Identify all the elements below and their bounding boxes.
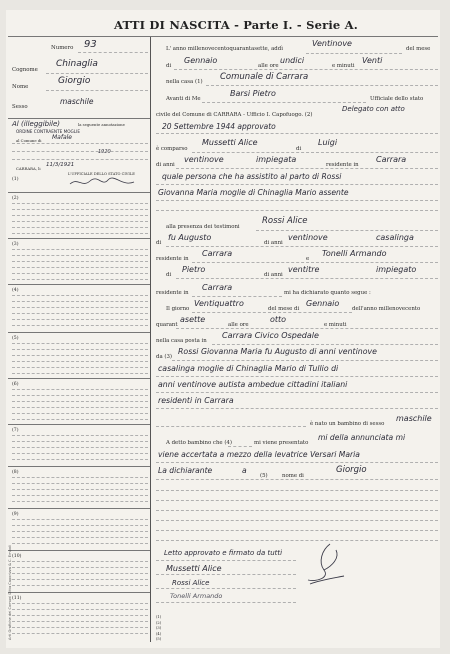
- birth-hour: otto: [270, 315, 287, 324]
- annotation-printed-1: la seguente annotazione: [78, 122, 125, 127]
- declarant-gives: La dichiarante: [158, 466, 213, 475]
- line: [156, 392, 438, 393]
- line: [228, 446, 252, 447]
- ruled-line: [12, 621, 148, 622]
- note-number: (4): [12, 288, 19, 293]
- declarant-age: ventinove: [184, 155, 224, 164]
- footnote-number: (2): [156, 620, 162, 625]
- di-label-2: di: [296, 146, 302, 152]
- ruled-line: [12, 501, 148, 502]
- given-name: Giorgio: [336, 465, 367, 475]
- signature-declarant: Mussetti Alice: [166, 564, 222, 573]
- line: [156, 479, 438, 480]
- line: [174, 69, 438, 70]
- ruled-line: [12, 373, 148, 374]
- cognome-label: Cognome: [12, 67, 38, 73]
- block-divider: [8, 332, 150, 333]
- ruled-line: [12, 609, 148, 610]
- ruled-line: [12, 489, 148, 490]
- ruled-line: [12, 477, 148, 478]
- casa-posta-label: nella casa posta in: [156, 338, 207, 344]
- parents-line-c: residenti in Carrara: [158, 396, 234, 405]
- witness-2-residence: Carrara: [202, 283, 233, 292]
- block-divider: [8, 424, 150, 425]
- ruled-line: [12, 367, 148, 368]
- anni-label-2: di anni: [264, 240, 283, 246]
- ruled-line: [12, 543, 148, 544]
- di-label: di: [166, 63, 172, 69]
- ruled-line: [12, 389, 148, 390]
- ruled-line: [12, 573, 148, 574]
- note-number: (11): [12, 596, 22, 601]
- ruled-line: [12, 435, 148, 436]
- annotation-handwriting-4: 1920: [98, 149, 111, 155]
- ruled-line: [12, 249, 148, 250]
- block-divider: [8, 378, 150, 379]
- ruled-line: [156, 500, 438, 501]
- ruled-line: [156, 490, 438, 491]
- ruled-line: [12, 273, 148, 274]
- footnote-number: (4): [156, 631, 162, 636]
- di-label-3: di: [156, 240, 162, 246]
- minuti-label-2: e minuti: [324, 322, 347, 328]
- birth-year-suffix: asette: [180, 315, 206, 324]
- ufficiale-label: Ufficiale dello stato: [370, 96, 424, 102]
- birth-sex: maschile: [396, 414, 432, 423]
- note-number: (10): [12, 554, 22, 559]
- birth-day: Ventiquattro: [194, 299, 244, 308]
- giorno-label: Il giorno: [166, 306, 190, 312]
- ruled-line: [156, 510, 438, 511]
- annotation-printed-2: al Comune di: [16, 138, 42, 143]
- line: [192, 262, 438, 263]
- line: [256, 230, 438, 231]
- ruled-line: [12, 531, 148, 532]
- ruled-line: [156, 574, 296, 575]
- month-value: Gennaio: [184, 56, 218, 65]
- quarant-label: quarant: [156, 322, 178, 328]
- officer-value: Barsi Pietro: [230, 89, 276, 98]
- numero-value: 93: [84, 39, 97, 50]
- block-divider: [8, 192, 150, 193]
- ruled-line: [12, 519, 148, 520]
- line: [202, 102, 366, 103]
- witness-2-age: ventitre: [288, 265, 320, 274]
- birth-month: Gennaio: [306, 299, 340, 308]
- dichiarato-label: mi ha dichiarato quanto segue :: [284, 290, 371, 296]
- signature-witness-1: Rossi Alice: [172, 579, 210, 587]
- footnote-number: (5): [156, 637, 162, 641]
- mother-line: Rossi Giovanna Maria fu Augusto di anni ventinove: [178, 347, 377, 356]
- annotation-signature: [68, 175, 138, 189]
- line: [176, 278, 438, 279]
- ruled-line: [12, 459, 148, 460]
- ruled-line: [12, 279, 148, 280]
- ruled-line: [12, 401, 148, 402]
- ruled-line: [12, 579, 148, 580]
- line: [192, 312, 352, 313]
- annotation-handwriting-1: Al (illeggibile): [12, 120, 61, 128]
- ruled-line: [12, 441, 148, 442]
- ruled-line: [156, 602, 296, 603]
- nome-label: Nome: [12, 84, 29, 90]
- line: [156, 184, 438, 185]
- block-divider: [8, 592, 150, 593]
- ruled-line: [156, 560, 296, 561]
- avanti-label: Avanti di Me: [166, 96, 201, 102]
- annotation-printed-4: L'UFFICIALE DELLO STATO CIVILE: [68, 172, 135, 176]
- nome-di-label: nome di: [282, 473, 304, 479]
- line: [156, 462, 438, 463]
- witness-2-father: Pietro: [182, 265, 206, 274]
- line: [166, 246, 438, 247]
- annotation-printed-3: CARRARA, li: [16, 166, 41, 171]
- column-divider: [150, 37, 151, 642]
- ruled-line: [12, 349, 148, 350]
- year-label: L' anno millenovecentoquarantasette, addì: [166, 46, 283, 52]
- minuti-label: e minuti: [332, 63, 355, 69]
- witness-2-job: impiegato: [376, 265, 417, 274]
- ruled-line: [12, 567, 148, 568]
- block-divider: [8, 508, 150, 509]
- ruled-line: [156, 540, 438, 541]
- ruled-line: [12, 307, 148, 308]
- ruled-line: [12, 419, 148, 420]
- ruled-line: [156, 588, 296, 589]
- ruled-line: [12, 603, 148, 604]
- ruled-line: [12, 255, 148, 256]
- line: [212, 344, 438, 345]
- note-number: (1): [12, 177, 19, 182]
- annotation-handwriting-3: Mafale: [52, 134, 73, 141]
- sesso-value: maschile: [60, 97, 94, 106]
- da-label: da (3): [156, 354, 173, 360]
- line: [176, 328, 438, 329]
- di-label-4: di: [166, 272, 172, 278]
- note-5-label: (5): [260, 473, 268, 479]
- residente-label-2: residente in: [156, 256, 189, 262]
- parents-line-a: casalinga moglie di Chinaglia Mario di Tullio di: [158, 364, 339, 373]
- signature-read: Letto approvato e firmato da tutti: [164, 549, 283, 557]
- ore-label-2: alle ore: [228, 322, 249, 328]
- line: [156, 133, 438, 134]
- ruled-line: [12, 585, 148, 586]
- officer-signature: [300, 540, 350, 586]
- ruled-line: [12, 495, 148, 496]
- line: [172, 360, 438, 361]
- line: [156, 376, 438, 377]
- line: [156, 210, 438, 211]
- ruled-line: [12, 319, 148, 320]
- line: [156, 426, 306, 427]
- anni-label: di anni: [156, 162, 175, 168]
- cognome-line: [46, 73, 148, 74]
- parents-line-b: anni ventinove autista ambedue cittadini italiani: [158, 380, 348, 389]
- a-hand: a: [242, 466, 247, 475]
- block-divider: [8, 550, 150, 551]
- e-label: e: [306, 256, 310, 262]
- ruled-line: [12, 633, 148, 634]
- ruled-line: [12, 453, 148, 454]
- left-annotation-top-rule: [8, 118, 150, 119]
- mese-label: del mese di: [268, 306, 300, 312]
- ruled-line: [12, 561, 148, 562]
- residente-label: residente in: [326, 162, 359, 168]
- numero-line: [78, 52, 148, 53]
- note-number: (6): [12, 382, 19, 387]
- line: [206, 85, 438, 86]
- numero-label: Numero: [51, 45, 74, 51]
- ruled-line: [12, 525, 148, 526]
- note-number: (9): [12, 512, 19, 517]
- presentation-note: mi della annunciata mi: [318, 433, 406, 442]
- line: [176, 168, 438, 169]
- delegato-value: Delegato con atto: [342, 105, 405, 113]
- note-number: (7): [12, 428, 19, 433]
- witness-2: Tonelli Armando: [322, 249, 387, 258]
- ruled-line: [12, 343, 148, 344]
- line: [156, 408, 438, 409]
- ruled-line: [12, 313, 148, 314]
- line: [192, 152, 438, 153]
- annotation-line-1: [12, 143, 148, 144]
- ruled-line: [12, 227, 148, 228]
- ruled-line: [156, 520, 438, 521]
- nome-value: Giorgio: [58, 76, 91, 86]
- ruled-line: [12, 233, 148, 234]
- annotation-line-3: [12, 159, 148, 160]
- note-number: (2): [12, 196, 19, 201]
- casa-label: nella casa (1): [166, 79, 203, 85]
- comparso-label: è comparso: [156, 146, 188, 152]
- block-divider: [8, 238, 150, 239]
- witness-1-age: ventinove: [288, 233, 328, 242]
- ruled-line: [12, 301, 148, 302]
- declarant-job: impiegata: [256, 155, 297, 164]
- ruled-line: [12, 215, 148, 216]
- annotation-handwriting-2: ORDINE CONTRAENTE MOGLIE: [16, 129, 80, 134]
- note-number: (8): [12, 470, 19, 475]
- witness-1: Rossi Alice: [262, 216, 308, 226]
- millenovecento-label: dell'anno millenovecento: [352, 306, 421, 312]
- detto-label: A detto bambino che (4): [166, 440, 232, 446]
- ruled-line: [12, 355, 148, 356]
- ruled-line: [12, 267, 148, 268]
- declarant-value: Mussetti Alice: [202, 138, 258, 147]
- note-number: (3): [12, 242, 19, 247]
- anni-label-3: di anni: [264, 272, 283, 278]
- declarant-residence: Carrara: [376, 155, 407, 164]
- ruled-line: [12, 261, 148, 262]
- witness-1-father: fu Augusto: [168, 233, 212, 242]
- ruled-line: [12, 413, 148, 414]
- annotation-handwriting-5: 11/3/1921: [46, 162, 75, 168]
- day-value: Ventinove: [312, 39, 352, 48]
- civile-label: civile del Comune di CARRARA - Ufficio I. Capofuogo. (2): [156, 112, 313, 118]
- ruled-line: [12, 295, 148, 296]
- printer-imprint: Arti Grafiche dei Comuni Ditta Caporizza & C. Empoli: [8, 544, 12, 640]
- header-rule: [8, 36, 438, 37]
- line: [156, 200, 438, 201]
- ruled-line: [12, 203, 148, 204]
- month-label: del mese: [406, 46, 431, 52]
- minute-value: Venti: [362, 56, 383, 65]
- line: [306, 53, 402, 54]
- register-page: [6, 10, 440, 648]
- birth-place: Carrara Civico Ospedale: [222, 331, 319, 340]
- ruled-line: [12, 447, 148, 448]
- footnote-number: (1): [156, 615, 162, 619]
- note-number: (5): [12, 336, 19, 341]
- page-title: ATTI DI NASCITA - Parte I. - Serie A.: [114, 18, 358, 32]
- witness-1-residence: Carrara: [202, 249, 233, 258]
- block-divider: [8, 466, 150, 467]
- ruled-line: [12, 209, 148, 210]
- ruled-line: [12, 615, 148, 616]
- annotation-line-2: [12, 151, 148, 152]
- line: [192, 296, 282, 297]
- ruled-line: [12, 537, 148, 538]
- ore-label: alle ore: [258, 63, 279, 69]
- ruled-line: [12, 221, 148, 222]
- ruled-line: [12, 325, 148, 326]
- ruled-line: [156, 530, 438, 531]
- signature-witness-2: Tonelli Armando: [170, 592, 223, 600]
- nome-line: [46, 90, 148, 91]
- ruled-line: [12, 407, 148, 408]
- ruled-line: [12, 483, 148, 484]
- sesso-label: Sesso: [12, 104, 28, 110]
- witnesses-label: alla presenza dei testimoni: [166, 224, 240, 230]
- midwife-line: viene accertata a mezzo della levatrice Versari Maria: [158, 450, 360, 459]
- nato-label: è nato un bambino di sesso: [310, 421, 385, 427]
- ruled-line: [12, 361, 148, 362]
- ruled-line: [12, 395, 148, 396]
- cognome-value: Chinaglia: [56, 59, 98, 69]
- block-divider: [8, 284, 150, 285]
- casa-value: Comunale di Carrara: [220, 72, 309, 82]
- declarant-role-2: Giovanna Maria moglie di Chinaglia Mario assente: [158, 188, 349, 197]
- declarant-father: Luigi: [318, 138, 338, 147]
- residente-label-3: residente in: [156, 290, 189, 296]
- footnote-number: (3): [156, 626, 162, 630]
- witness-1-job: casalinga: [376, 233, 414, 242]
- presentato-label: mi viene presentato: [254, 440, 309, 446]
- hour-value: undici: [280, 56, 305, 65]
- delegation-date: 20 Settembre 1944 approvato: [162, 122, 276, 131]
- ruled-line: [12, 627, 148, 628]
- declarant-role-1: quale persona che ha assistito al parto di Rossi: [162, 172, 342, 181]
